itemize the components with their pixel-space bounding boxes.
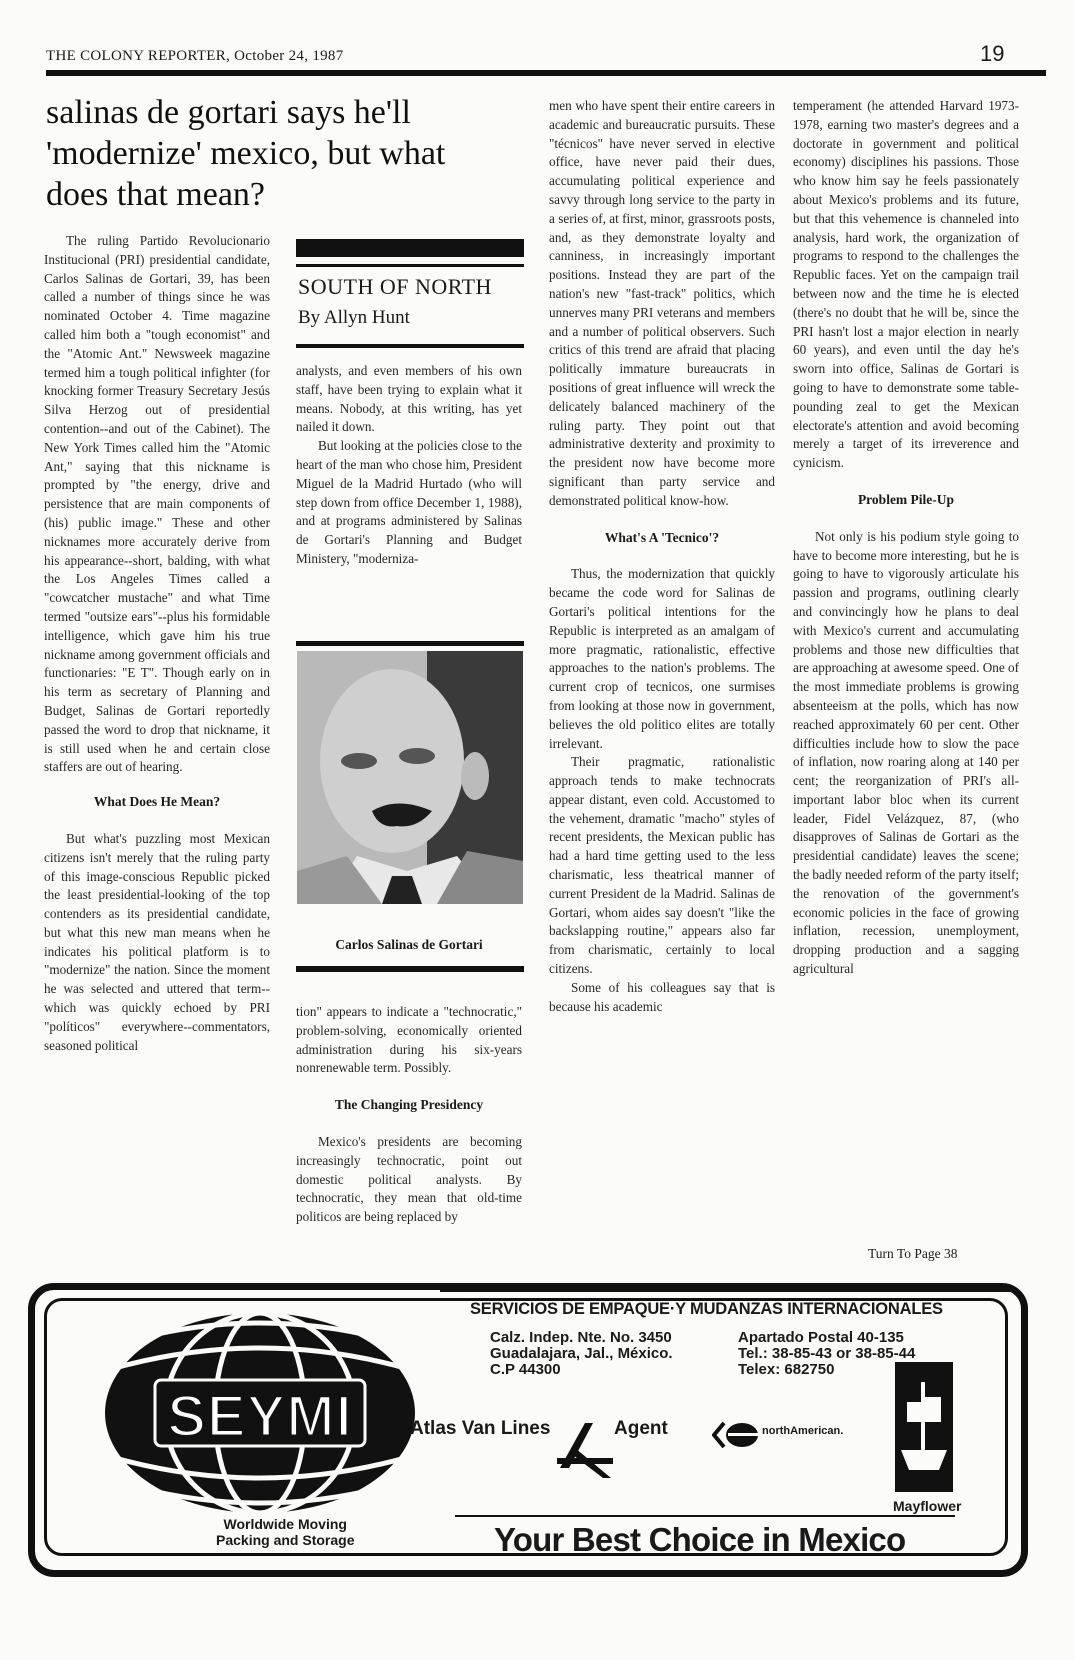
paragraph: Thus, the modernization that quickly became the code word for Salinas de Gortari's political intentions for the Republic is interpreted as an amalgam of more pragmatic, rationalistic, effective approaches to the nation's problems. The current crop of tecnicos, one surmises from looking at those now in government, believes the old politico elites are totally irrelevant. (549, 566, 775, 751)
ad-address (490, 1330, 673, 1378)
paragraph: But what's puzzling most Mexican citizens isn't merely that the ruling party of this image-conscious Republic picked the least presidential-looking of the top contenders as its presidential candidate, but what this new man means when he indicates his political platform is to "modernize" the nation. Since the moment he was selected and uttered that term--which was quickly echoed by PRI "políticos" everywhere--commentators, seasoned political (44, 830, 270, 1053)
atlas-van-lines-label: Atlas Van Lines (410, 1418, 551, 1439)
subheading: The Changing Presidency (334, 1097, 484, 1113)
subheading: Problem Pile-Up (857, 491, 955, 507)
services-line: Worldwide Moving (223, 1516, 347, 1532)
article-column-1 (44, 232, 270, 1055)
page-number: 19 (980, 41, 1005, 66)
ad-contact (738, 1330, 915, 1378)
services-line: Packing and Storage (216, 1532, 355, 1548)
column-header-bar (296, 239, 524, 257)
column-name: SOUTH OF NORTH (298, 274, 492, 299)
paragraph: analysts, and even members of his own staff, have been trying to explain what it means. Nobody, at this writing, has yet nailed it down. (296, 363, 522, 435)
ad-tagline: Your Best Choice in Mexico (494, 1521, 906, 1558)
byline-rule (296, 344, 524, 348)
paragraph: Mexico's presidents are becoming increasingly technocratic, point out domestic political analysts. By technocratic, they mean that old-time politicos are being replaced by (296, 1133, 522, 1225)
article-column-3 (549, 97, 775, 1016)
north-american-label: northAmerican. (762, 1425, 844, 1437)
ad-top-rule (440, 1288, 1010, 1292)
mayflower-logo-icon (895, 1362, 953, 1492)
address-line: Guadalajara, Jal., México. (490, 1345, 673, 1362)
tagline-rule (455, 1515, 955, 1517)
address-line: Calz. Indep. Nte. No. 3450 (490, 1329, 672, 1346)
north-american-logo-icon (712, 1420, 760, 1455)
paragraph: Some of his colleagues say that is because his academic (549, 979, 775, 1014)
paragraph: men who have spent their entire careers in academic and bureaucratic pursuits. These "técnicos" have never served in elective office, have never paid their dues, accumulating political experience and savvy through long service to the party in a series of, at first, minor, grassroots posts, and, as they demonstrate loyalty and canniness, in increasingly important positions. Instead they are part of the nation's new "fast-track" politics, which unnerves many PRI veterans and members and a number of political observers. Such critics of this trend are afraid that placing politically immature bureaucrats in positions of great influence will wreck the delicately balanced machinery of the ruling party. They point out that administrative dexterity and proximity to the president now have become more significant than party service and demonstrated political know-how. (549, 98, 775, 508)
masthead-publication: THE COLONY REPORTER, October 24, 1987 (46, 48, 344, 64)
subheading: What's A 'Tecnico'? (604, 529, 720, 545)
paragraph: Not only is his podium style going to have to become more interesting, but he is going to have to vigorously articulate his passion and programs, outlining clearly and convincingly how he plans to deal with Mexico's current and accumulating problems and those new difficulties that are approaching at awesome speed. One of the most immediate problems is growing absenteeism at the polls, which has now reached approximately 60 per cent. Other difficulties include how to slow the pace of inflation, now roaring along at 140 per cent; the reorganization of PRI's all-important labor bloc when its current leader, Fidel Velázquez, 87, (who disapproves of Salinas de Gortari as the presidential candidate) leaves the scene; the badly needed reform of the party itself; the renovation of the government's economic policies in the face of growing inflation, recession, unemployment, dropping production and a sagging agricultural (793, 528, 1019, 977)
contact-line: Telex: 682750 (738, 1361, 835, 1378)
ad-company-name: SERVICIOS DE EMPAQUE·Y MUDANZAS INTERNACIONALES (470, 1300, 943, 1318)
article-headline: salinas de gortari says he'll 'modernize' mexico, but what does that mean? (46, 94, 446, 213)
paragraph: But looking at the policies close to the heart of the man who chose him, President Miguel de la Madrid Hurtado (who will step down from office December 1, 1988), and at programs administered by Salinas de Gortari's Planning and Budget Ministery, "moderniza- (296, 438, 522, 566)
photo-caption: Carlos Salinas de Gortari (335, 937, 483, 952)
masthead-rule (46, 70, 1046, 76)
continuation-link[interactable]: Turn To Page 38 (868, 1246, 958, 1261)
subheading: What Does He Mean? (93, 794, 221, 810)
portrait-illustration-icon (297, 651, 523, 904)
article-column-4 (793, 97, 1019, 979)
photo-top-rule (296, 641, 524, 646)
mayflower-label: Mayflower (893, 1498, 962, 1514)
paragraph: Their pragmatic, rationalistic approach tends to make technocrats appear distant, even cold. Accustomed to the vehement, dramatic "macho" styles of recent presidents, the Mexican public has had a hard time getting used to the less charismatic, less theatrical manner of current President de la Madrid. Salinas de Gortari, whom aides say doesn't "like the backslapping routine," appears also far from charismatic, certainly to local citizens. (549, 754, 775, 977)
caption-rule (296, 966, 524, 972)
ad-logo-text: SEYMI (167, 1384, 353, 1449)
contact-line: Tel.: 38-85-43 or 38-85-44 (738, 1345, 916, 1362)
contact-line: Apartado Postal 40-135 (738, 1329, 904, 1346)
portrait-photo (297, 651, 523, 904)
paragraph: tion" appears to indicate a "technocratic," problem-solving, economically oriented administration during his six-years nonrenewable term. Possibly. (296, 1004, 522, 1076)
globe-icon (100, 1308, 420, 1523)
paragraph: temperament (he attended Harvard 1973-1978, earning two master's degrees and a doctorate in government and political economy) disciplines his passions. Those who know him say he feels passionately about Mexico's problems and its future, but that this vehemence is channeled into analysis, hard work, the organization of programs to respond to the challenges the Republic faces. Yet on the campaign trail between now and the time he is elected (there's no doubt that he will be, since the PRI hasn't lost a major election in nearly 60 years), and even until the day he's sworn into office, Salinas de Gortari is going to have to demonstrate some table-pounding zeal to get the Mexican electorate's attention and avoid becoming merely a target of its irreverence and cynicism. (793, 98, 1019, 471)
article-column-2-top (296, 362, 522, 569)
agent-label: Agent (614, 1418, 668, 1439)
byline: By Allyn Hunt (298, 307, 410, 328)
article-column-2-bottom (296, 1003, 522, 1227)
ad-services (216, 1516, 354, 1548)
address-line: C.P 44300 (490, 1361, 561, 1378)
atlas-logo-icon (555, 1418, 615, 1485)
column-header-rule (296, 264, 524, 267)
paragraph: The ruling Partido Revolucionario Institucional (PRI) presidential candidate, Carlos Salinas de Gortari, 39, has been called a number of things since he was nominated October 4. Time magazine called him both a "tough economist" and the "Atomic Ant." Newsweek magazine termed him a tough political infighter (for knocking former Treasury Secretary Jesús Silva Herzog out of presidential contention--and out of the Cabinet). The New York Times called him the "Atomic Ant," saying that this nickname is prompted by "the energy, drive and persistence that are main components of (his) public image." These and other nicknames more accurately derive from his appearance--short, balding, with what the Los Angeles Times called a "cowcatcher mustache" and what Time termed "outsize ears"--plus his formidable intelligence, which gave him his true nickname among government officials and functionaries: "E T". Though early on in his term as secretary of Planning and Budget, Salinas de Gortari reportedly passed the word to drop that nickname, it is still used when he and certain close staffers are out of hearing. (44, 233, 270, 775)
